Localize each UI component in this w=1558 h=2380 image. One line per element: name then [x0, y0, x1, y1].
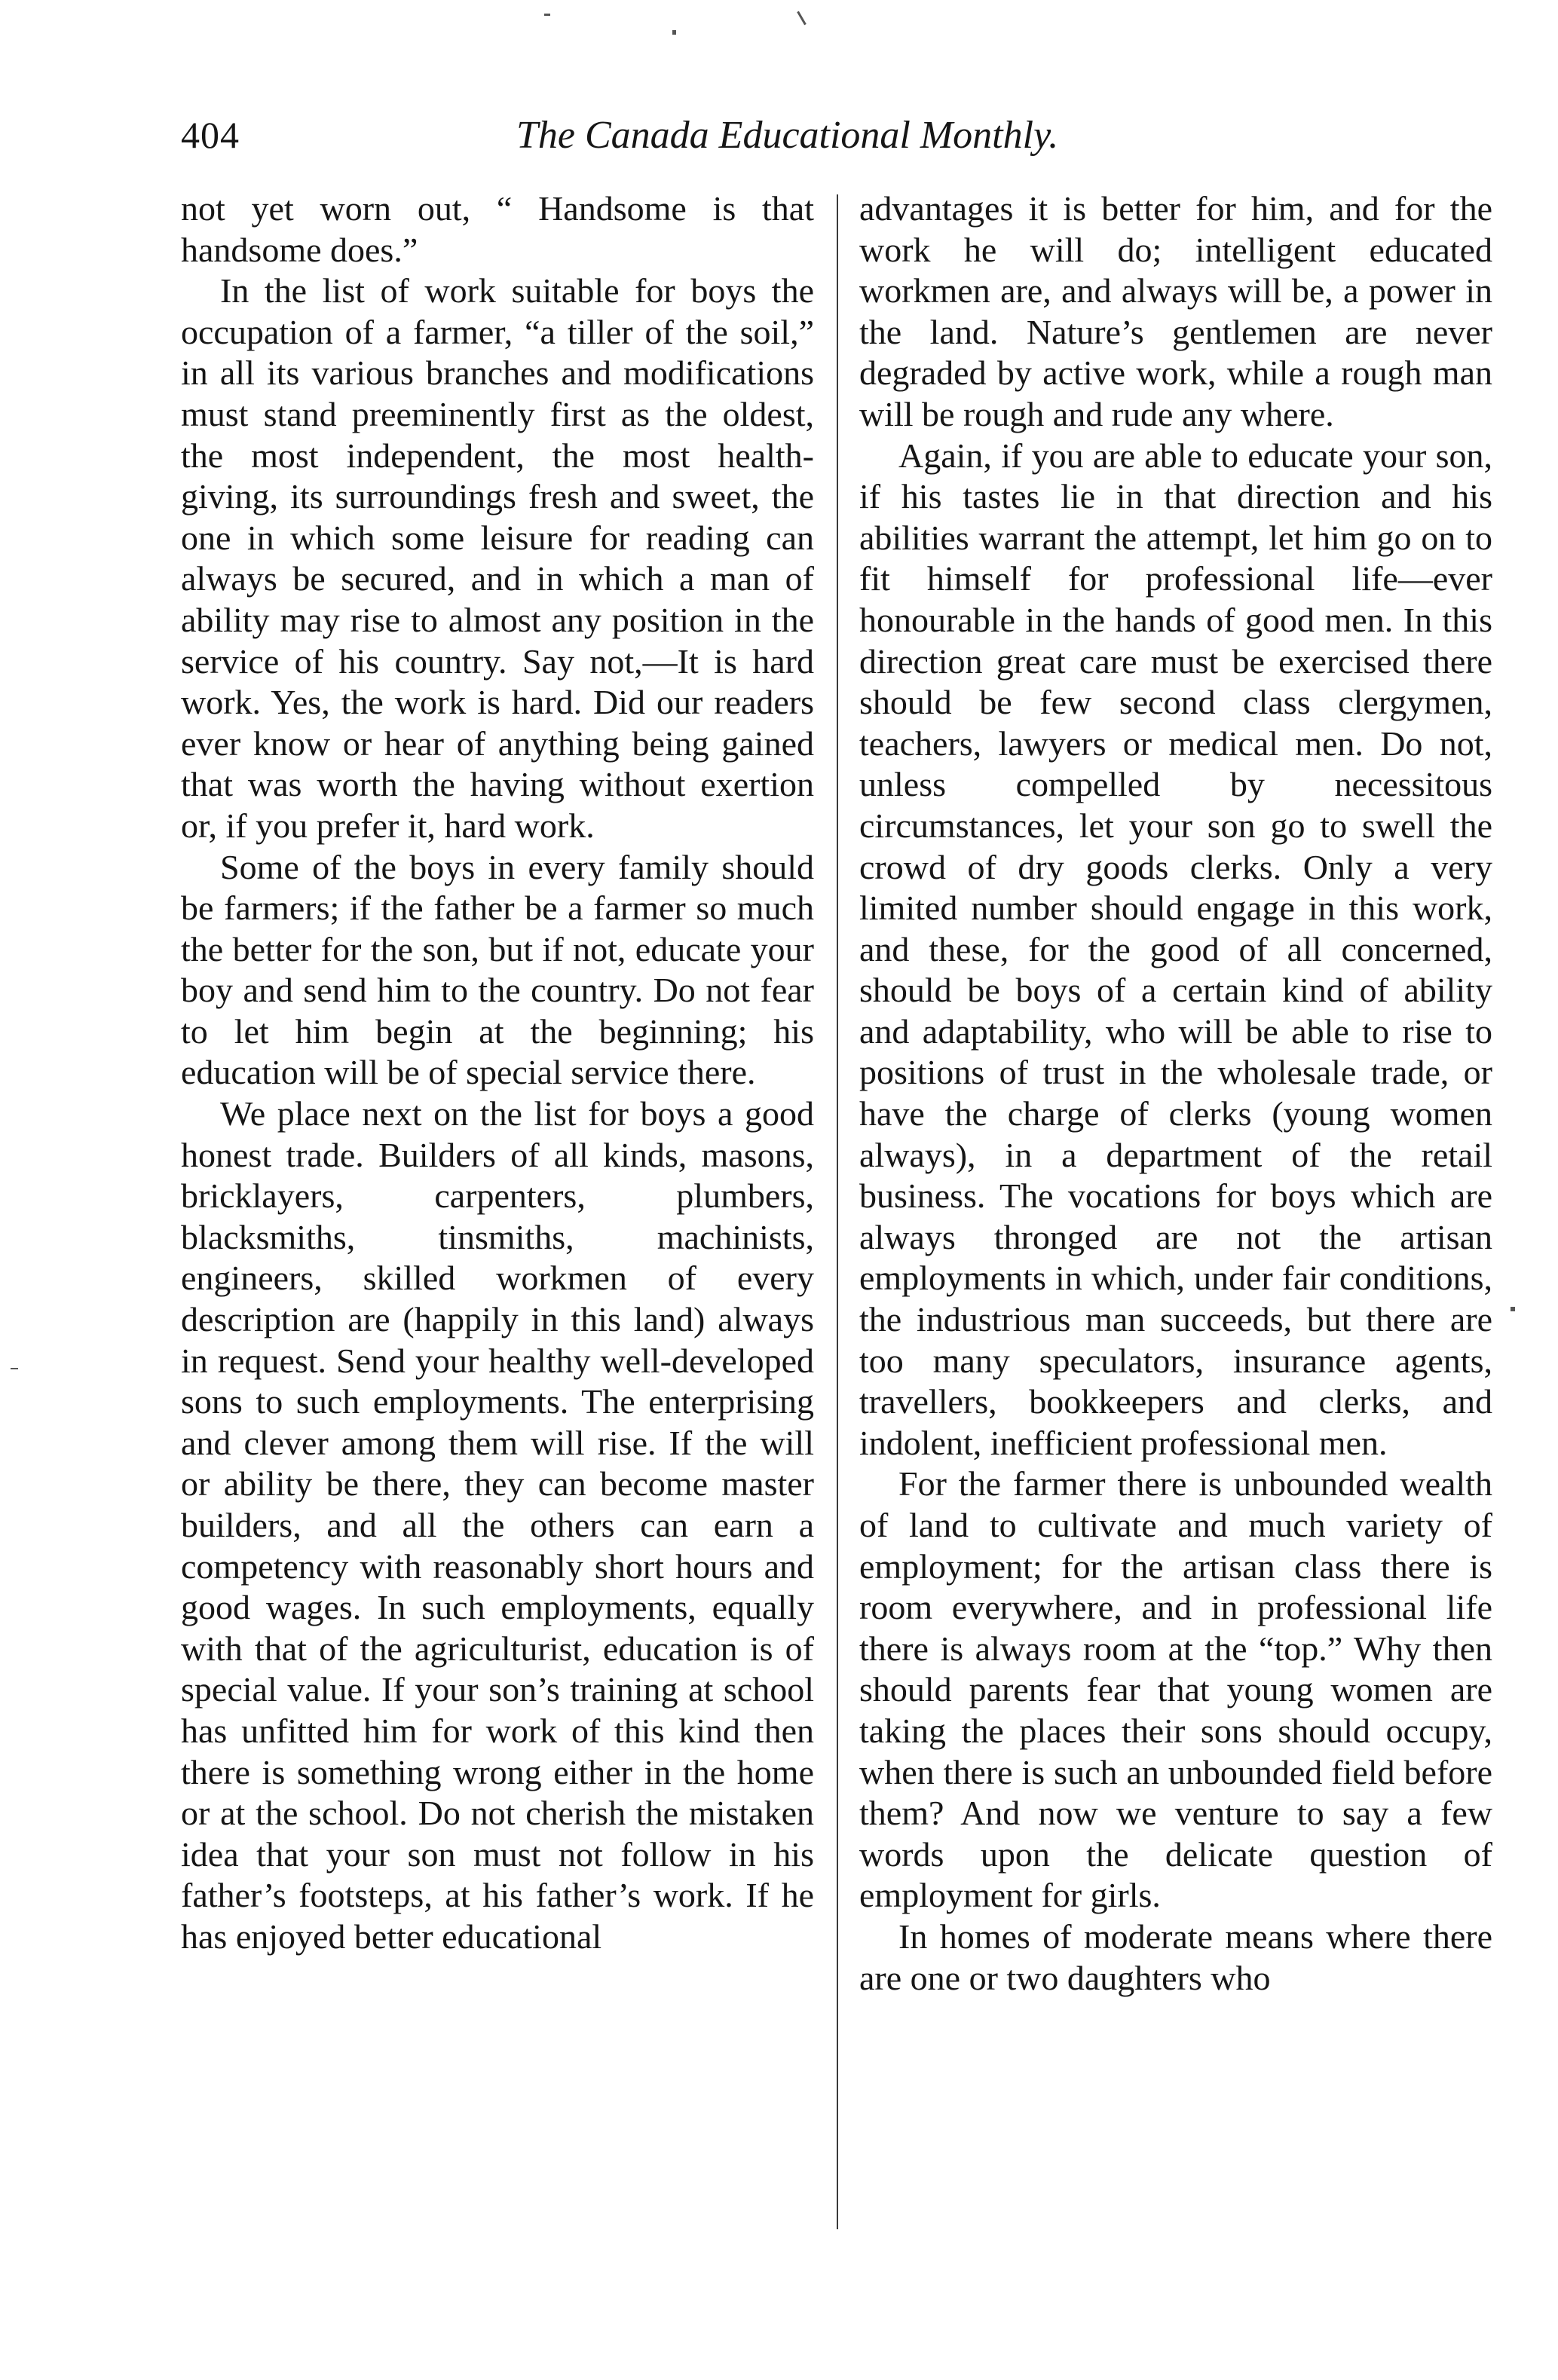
scan-speck: [672, 30, 676, 35]
paragraph: We place next on the list for boys a good honest trade. Builders of all kinds, masons, bricklayers, carpenters, plumbers, blacksmiths, tinsmiths, machinists, engineers, skilled workmen of every description are (happily in this land) always in request. Send your healthy well-developed sons to such employments. The enterprising and clever among them will rise. If the will or ability be there, they can become master builders, and all the others can earn a competency with reasonably short hours and good wages. In such employments, equally with that of the agriculturist, education is of special value. If your son’s training at school has unfitted him for work of this kind then there is something wrong either in the home or at the school. Do not cherish the mistaken idea that your son must not follow in his father’s footsteps, at his father’s work. If he has enjoyed better educational: [181, 1094, 814, 1956]
scan-speck: [11, 1368, 18, 1369]
paragraph: In the list of work suitable for boys the occupation of a farmer, “a tiller of the soil,” in all its various branches and modifications must stand preeminently first as the oldest, the most independent, the most health-giving, its surroundings fresh and sweet, the one in which some leisure for reading can always be secured, and in which a man of ability may rise to almost any position in the service of his country. Say not,—It is hard work. Yes, the work is hard. Did our readers ever know or hear of anything being gained that was worth the having without exertion or, if you prefer it, hard work.: [181, 271, 814, 845]
paragraph: Again, if you are able to educate your son, if his tastes lie in that direction and his abilities warrant the attempt, let him go on to fit himself for professional life—ever honourable in the hands of good men. In this direction great care must be exercised there should be few second class clergymen, teachers, lawyers or medical men. Do not, unless compelled by necessitous circumstances, let your son go to swell the crowd of dry goods clerks. Only a very limited number should engage in this work, and these, for the good of all concerned, should be boys of a certain kind of ability and adaptability, who will be able to rise to positions of trust in the wholesale trade, or have the charge of clerks (young women always), in a department of the retail business. The vocations for boys which are always thronged are not the artisan employments in which, under fair conditions, the industrious man succeeds, but there are too many speculators, insurance agents, travellers, bookkeepers and clerks, and indolent, inefficient professional men.: [859, 436, 1492, 1462]
page-header: [181, 113, 1492, 166]
paragraph: In homes of moderate means where there are one or two daughters who: [859, 1917, 1492, 1997]
paragraph: For the farmer there is unbounded wealth of land to cultivate and much variety of employment; for the artisan class there is room everywhere, and in professional life there is always room at the “top.” Why then should parents fear that young women are taking the places their sons should occupy, when there is such an unbounded field before them? And now we venture to say a few words upon the delicate question of employment for girls.: [859, 1464, 1492, 1915]
running-title: The Canada Educational Monthly.: [516, 114, 1059, 157]
scan-speck: [544, 14, 550, 16]
page-number: 404: [181, 114, 240, 156]
paragraph: advantages it is better for him, and for the work he will do; intelligent educated workmen are, and always will be, a power in the land. Nature’s gentlemen are never degraded by active work, while a rough man will be rough and rude any where.: [859, 189, 1492, 433]
scan-speck: [1511, 1307, 1515, 1311]
column-divider: [837, 194, 838, 2229]
paragraph: Some of the boys in every family should be farmers; if the father be a farmer so much the better for the son, but if not, educate your boy and send him to the country. Do not fear to let him begin at the beginning; his education will be of special service there.: [181, 847, 814, 1092]
left-column: [181, 188, 814, 1958]
right-column: [859, 188, 1492, 1999]
scan-speck: [797, 11, 807, 26]
paragraph: not yet worn out, “ Handsome is that handsome does.”: [181, 189, 814, 269]
